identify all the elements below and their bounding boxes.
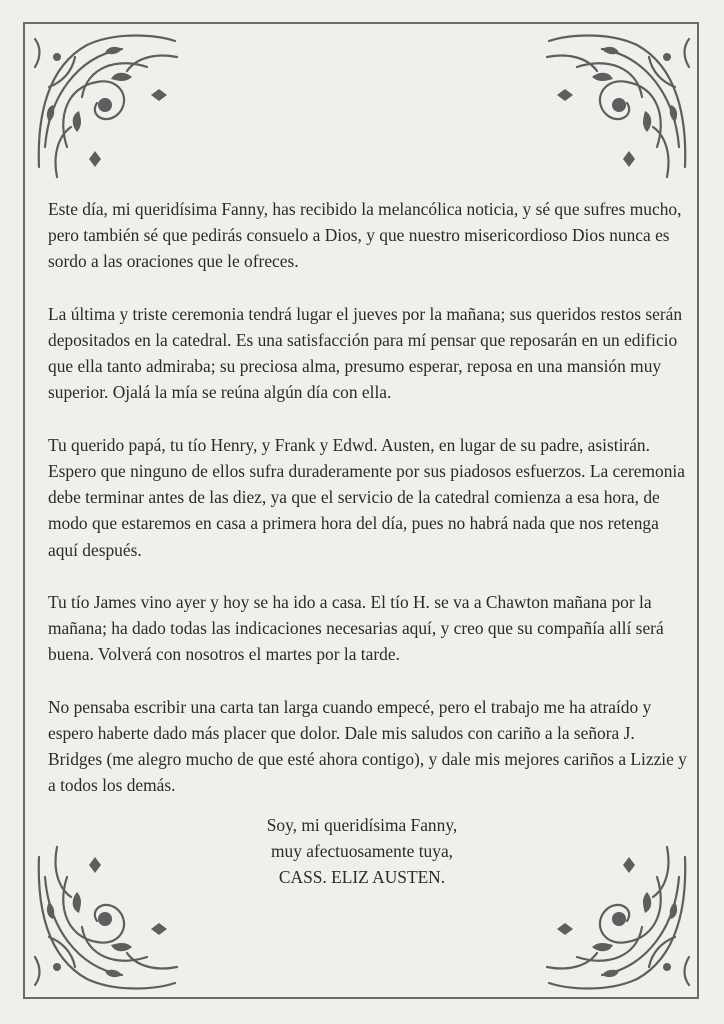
paragraph-4: Tu tío James vino ayer y hoy se ha ido a casa. El tío H. se va a Chawton mañana por la mañana; ha dado todas las indicaciones necesarias aquí, y creo que su compañía allí será buena. Volverá con nosotros el martes por la tarde.	[48, 592, 664, 665]
closing-line-2: muy afectuosamente tuya,	[270, 841, 454, 861]
floral-corner-ornament-icon	[542, 27, 697, 182]
letter-closing	[48, 812, 676, 890]
signature: CASS. ELIZ AUSTEN.	[278, 867, 446, 887]
paragraph-3: Tu querido papá, tu tío Henry, y Frank y Edwd. Austen, en lugar de su padre, asistirán. Espero que ninguno de ellos sufra duraderamente por sus piadosos esfuerzos. La ceremonia debe terminar antes de las diez, ya que el servicio de la catedral comienza a esa hora, de modo que estaremos en casa a primera hora del día, pues no habrá nada que nos retenga aquí después.	[48, 434, 685, 560]
paragraph-2: La última y triste ceremonia tendrá lugar el jueves por la mañana; sus queridos restos serán depositados en la catedral. Es una satisfacción para mí pensar que reposarán en un edificio que ella tanto admiraba; su preciosa alma, presumo esperar, reposa en una mansión muy superior. Ojalá la mía se reúna algún día con ella.	[48, 303, 683, 403]
floral-corner-ornament-icon	[27, 27, 182, 182]
paragraph-5: No pensaba escribir una carta tan larga cuando empecé, pero el trabajo me ha atraído y espero haberte dado más placer que dolor. Dale mis saludos con cariño a la señora J. Bridges (me alegro mucho de que esté ahora contigo), y dale mis mejores cariños a Lizzie y a todos los demás.	[48, 696, 687, 796]
closing-line-1: Soy, mi queridísima Fanny,	[266, 815, 458, 835]
letter-body	[48, 196, 688, 825]
paragraph-1: Este día, mi queridísima Fanny, has recibido la melancólica noticia, y sé que sufres mucho, pero también sé que pedirás consuelo a Dios, y que nuestro misericordioso Dios nunca es sordo a las oraciones que le ofreces.	[48, 199, 682, 272]
